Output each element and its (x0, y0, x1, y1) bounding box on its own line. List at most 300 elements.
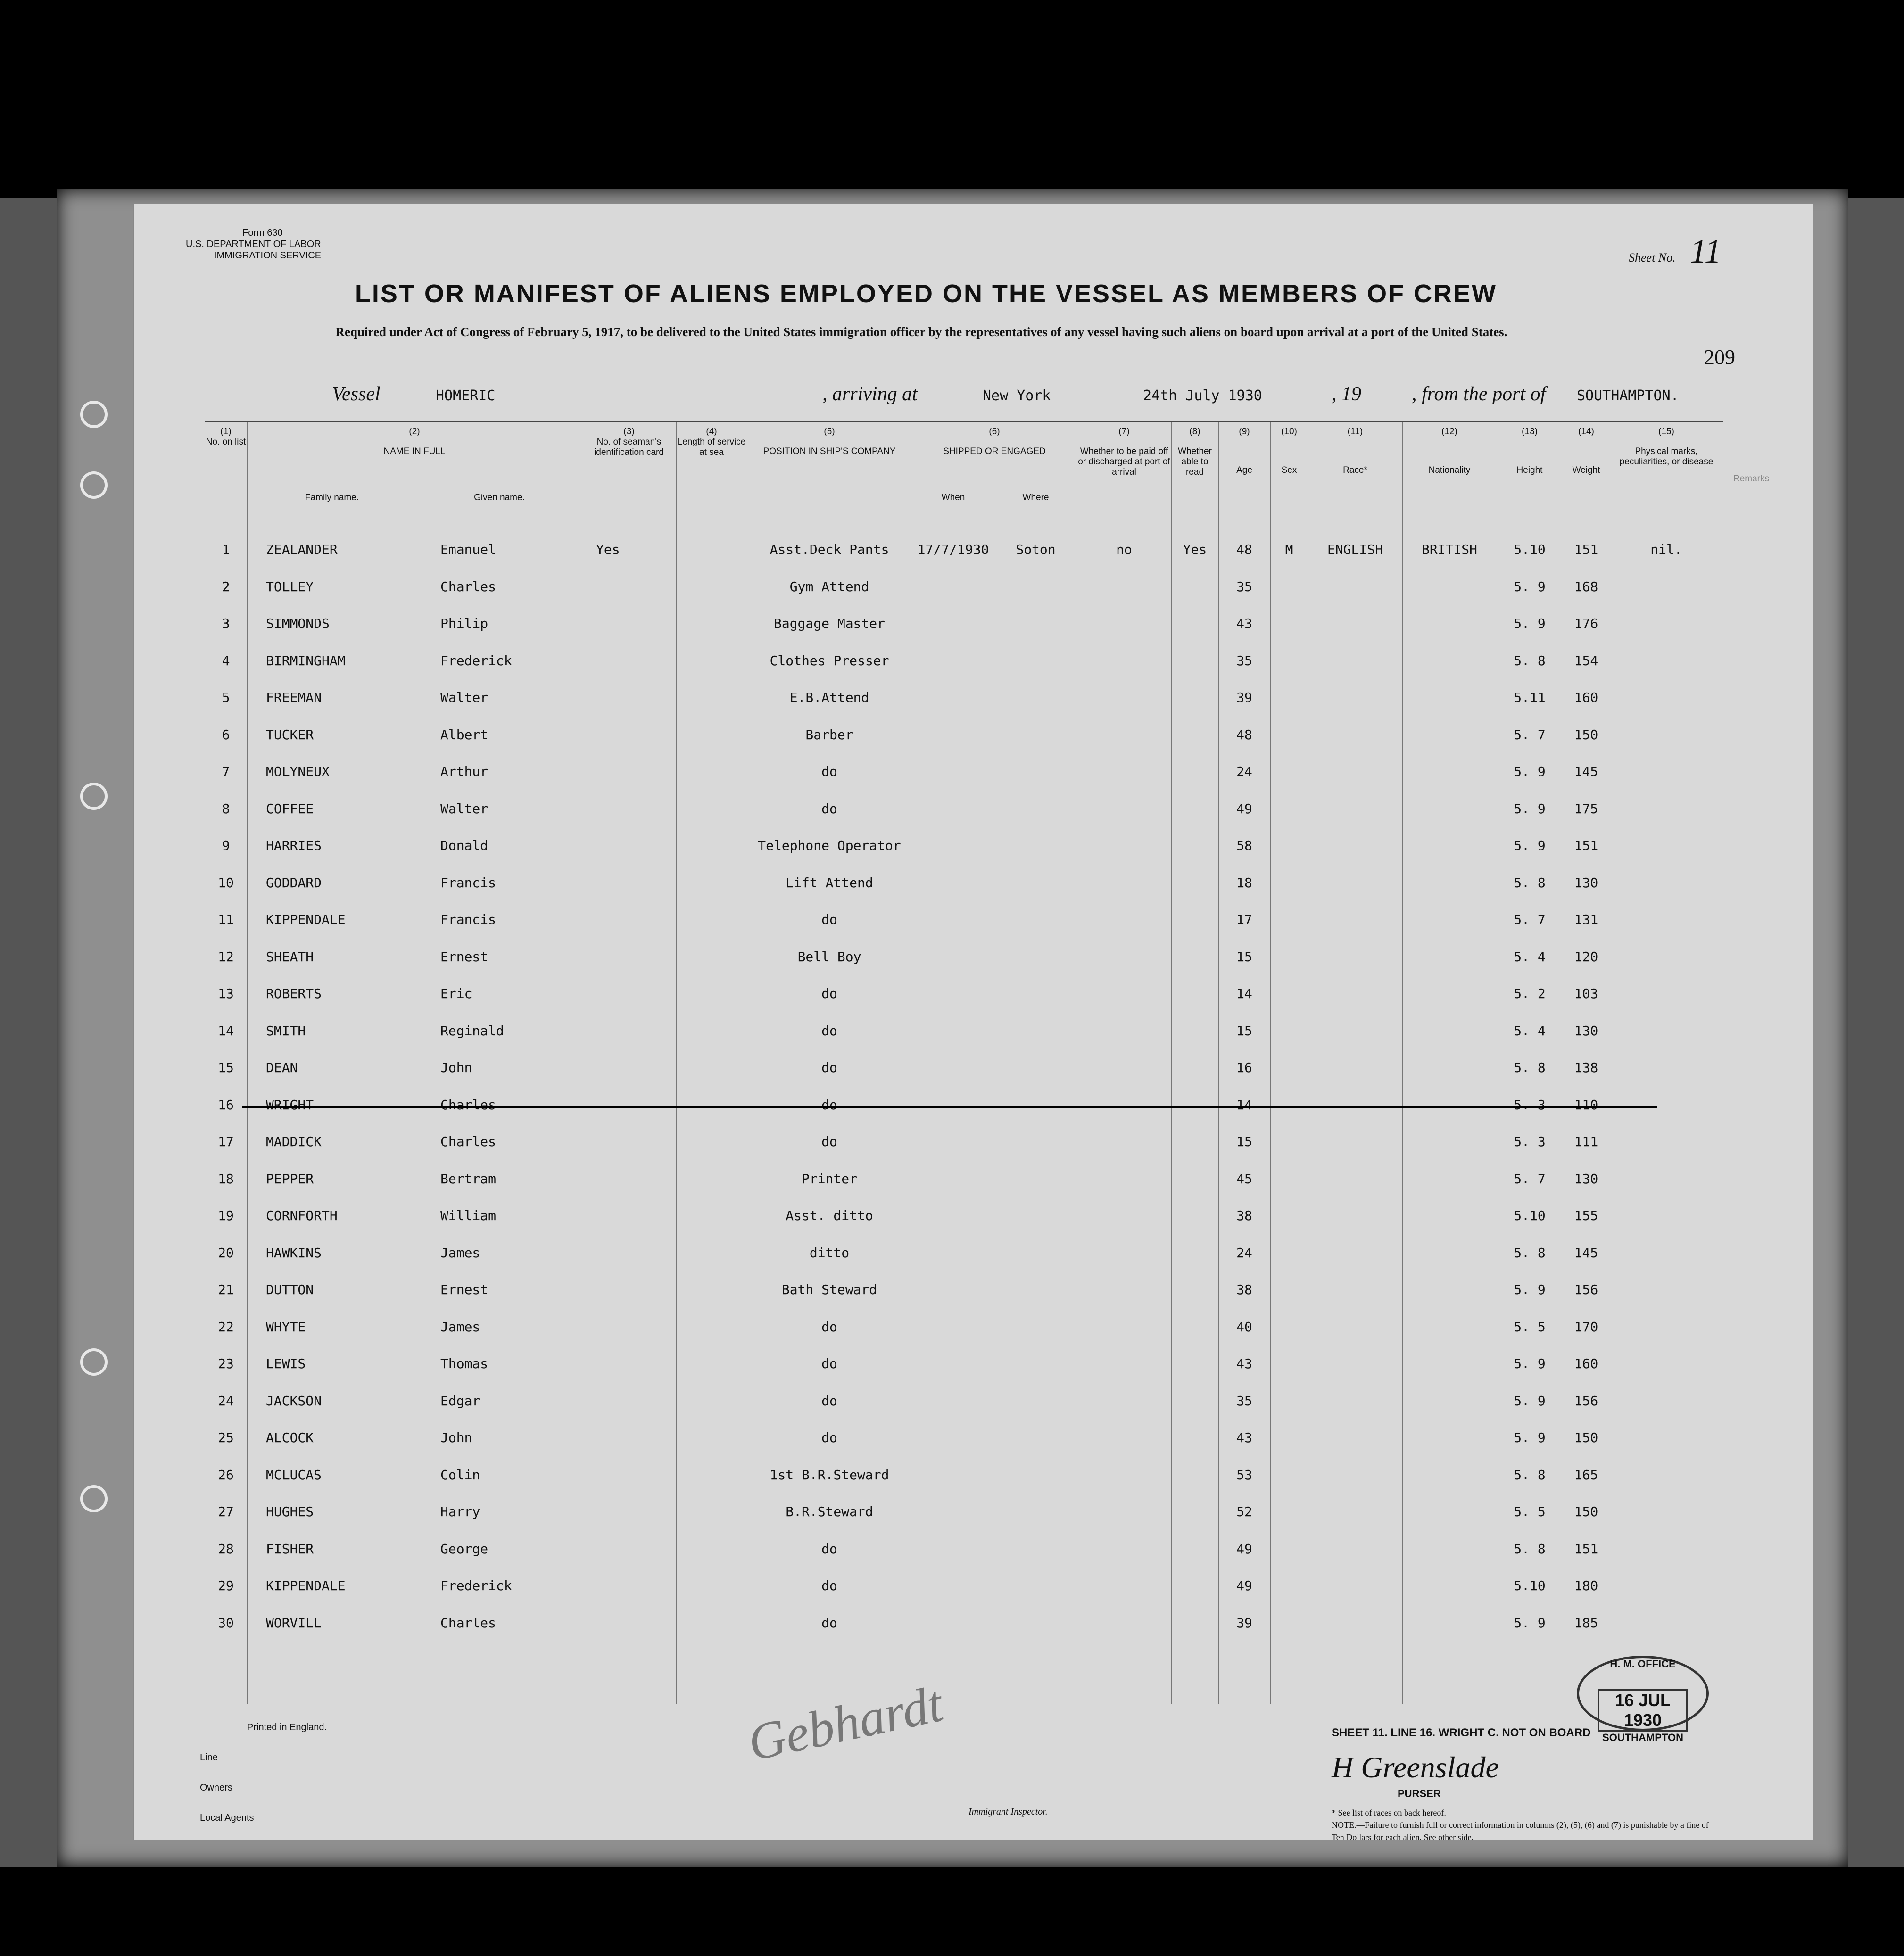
height-cell: 5.10 (1514, 1578, 1546, 1593)
age-cell: 35 (1236, 578, 1252, 594)
family-name-cell: DUTTON (266, 1282, 314, 1297)
stamp-top: H. M. OFFICE (1610, 1658, 1676, 1670)
service: IMMIGRATION SERVICE (214, 250, 322, 261)
height-cell: 5. 9 (1514, 801, 1546, 817)
paid-off-cell: no (1116, 542, 1132, 557)
weight-cell: 150 (1574, 726, 1598, 743)
position-cell: Barber (805, 726, 853, 743)
row-number-cell: 20 (218, 1245, 234, 1261)
header-weight: (14) Weight (1572, 427, 1600, 475)
position-cell: Clothes Presser (770, 652, 889, 669)
family-name-cell: CORNFORTH (266, 1208, 338, 1223)
given-name-cell: Ernest (440, 949, 488, 965)
given-name-cell: Bertram (440, 1171, 497, 1187)
header-family: Family name. (305, 493, 359, 503)
header-name: (2) NAME IN FULL (383, 427, 446, 456)
height-cell: 5. 8 (1514, 652, 1546, 669)
height-cell: 5. 7 (1514, 1171, 1546, 1187)
header-remarks: Remarks (1733, 474, 1769, 484)
printed-note: Printed in England. (247, 1722, 327, 1733)
form-header (186, 227, 321, 261)
row-number-cell: 29 (218, 1578, 234, 1593)
family-name-cell: MADDICK (266, 1134, 322, 1149)
height-cell: 5. 3 (1514, 1097, 1546, 1113)
line-label: Line (200, 1752, 218, 1763)
form-number: Form 630 (242, 228, 283, 238)
age-cell: 14 (1236, 986, 1252, 1001)
table-row (205, 1535, 1723, 1571)
not-on-board-note: SHEET 11. LINE 16. WRIGHT C. NOT ON BOARD (1332, 1726, 1591, 1739)
given-name-cell: Arthur (440, 764, 488, 779)
age-cell: 49 (1236, 801, 1252, 817)
age-cell: 53 (1236, 1467, 1252, 1483)
height-cell: 5.11 (1514, 690, 1546, 705)
table-row (205, 979, 1723, 1016)
sex-cell: M (1285, 542, 1293, 557)
height-cell: 5. 9 (1514, 838, 1546, 853)
age-cell: 16 (1236, 1060, 1252, 1075)
header-race: (11) Race* (1343, 427, 1367, 475)
height-cell: 5. 3 (1514, 1134, 1546, 1149)
weight-cell: 103 (1574, 986, 1598, 1001)
table-row (205, 609, 1723, 646)
table-row (205, 535, 1723, 572)
row-number-cell: 9 (222, 838, 230, 853)
height-cell: 5. 9 (1514, 1393, 1546, 1409)
position-cell: do (821, 1319, 837, 1335)
age-cell: 17 (1236, 912, 1252, 927)
arriving-label: , arriving at (822, 383, 918, 405)
header-idcard: (3) No. of seaman's identification card (594, 427, 664, 457)
page-subtitle: Required under Act of Congress of February 5, 1917, to be delivered to the United States immigration officer by the representatives of any vessel having such aliens on board upon arrival at a port of the United States. (335, 325, 1507, 339)
height-cell: 5. 8 (1514, 1245, 1546, 1261)
page-number: 209 (1704, 346, 1735, 369)
table-row (205, 1423, 1723, 1460)
row-number-cell: 1 (222, 542, 230, 557)
family-name-cell: WRIGHT (266, 1097, 314, 1113)
family-name-cell: SHEATH (266, 949, 314, 965)
header-no: (1) No. on list (206, 427, 246, 447)
row-number-cell: 2 (222, 578, 230, 594)
table-row (205, 794, 1723, 831)
weight-cell: 160 (1574, 1356, 1598, 1371)
position-cell: Printer (801, 1171, 857, 1187)
table-row (205, 1164, 1723, 1201)
age-cell: 39 (1236, 690, 1252, 705)
given-name-cell: Ernest (440, 1282, 488, 1297)
table-row (205, 1016, 1723, 1053)
height-cell: 5.10 (1514, 1208, 1546, 1223)
position-cell: Lift Attend (786, 875, 873, 891)
able-to-read-cell: Yes (1183, 542, 1207, 557)
page-title: LIST OR MANIFEST OF ALIENS EMPLOYED ON THE VESSEL AS MEMBERS OF CREW (355, 280, 1498, 308)
family-name-cell: PEPPER (266, 1171, 314, 1187)
table-row (205, 1349, 1723, 1386)
height-cell: 5. 8 (1514, 875, 1546, 891)
family-name-cell: HARRIES (266, 838, 322, 853)
position-cell: 1st B.R.Steward (770, 1467, 889, 1483)
weight-cell: 170 (1574, 1319, 1598, 1335)
row-number-cell: 11 (218, 912, 234, 927)
stamp-bottom: SOUTHAMPTON (1602, 1732, 1683, 1743)
weight-cell: 168 (1574, 578, 1598, 594)
agents-label: Local Agents (200, 1813, 254, 1823)
family-name-cell: WORVILL (266, 1615, 322, 1631)
row-number-cell: 22 (218, 1319, 234, 1335)
header-marks: (15) Physical marks, peculiarities, or disease (1619, 427, 1714, 467)
given-name-cell: George (440, 1541, 488, 1557)
header-paid: (7) Whether to be paid off or discharged at port of arrival (1078, 427, 1170, 477)
family-name-cell: COFFEE (266, 801, 314, 817)
header-length: (4) Length of service at sea (677, 427, 746, 457)
position-cell: Bell Boy (797, 949, 861, 965)
age-cell: 38 (1236, 1282, 1252, 1297)
row-number-cell: 3 (222, 616, 230, 631)
table-row (205, 1275, 1723, 1312)
table-row (205, 1090, 1723, 1127)
age-cell: 49 (1236, 1578, 1252, 1593)
weight-cell: 160 (1574, 690, 1598, 705)
given-name-cell: Colin (440, 1467, 480, 1483)
table-row (205, 1053, 1723, 1090)
weight-cell: 154 (1574, 652, 1598, 669)
vessel-label: Vessel (332, 383, 381, 405)
binder-hole (80, 471, 108, 499)
departure-port: SOUTHAMPTON. (1577, 388, 1679, 404)
row-number-cell: 27 (218, 1504, 234, 1519)
given-name-cell: Donald (440, 838, 488, 853)
table-row (205, 1387, 1723, 1423)
position-cell: E.B.Attend (789, 690, 869, 705)
manifest-sheet (133, 203, 1813, 1840)
height-cell: 5. 9 (1514, 1282, 1546, 1297)
position-cell: Asst.Deck Pants (770, 542, 889, 557)
family-name-cell: JACKSON (266, 1393, 322, 1409)
header-nationality: (12) Nationality (1428, 427, 1471, 475)
family-name-cell: HAWKINS (266, 1245, 322, 1261)
family-name-cell: KIPPENDALE (266, 1578, 346, 1593)
row-number-cell: 7 (222, 764, 230, 779)
table-row (205, 720, 1723, 757)
family-name-cell: KIPPENDALE (266, 912, 346, 927)
row-number-cell: 4 (222, 652, 230, 669)
header-given: Given name. (474, 493, 525, 503)
age-cell: 18 (1236, 875, 1252, 891)
manifest-table (205, 421, 1769, 1704)
position-cell: Telephone Operator (758, 838, 901, 853)
family-name-cell: LEWIS (266, 1356, 306, 1371)
row-number-cell: 6 (222, 726, 230, 743)
weight-cell: 150 (1574, 1504, 1598, 1519)
family-name-cell: TOLLEY (266, 578, 314, 594)
age-cell: 43 (1236, 1356, 1252, 1371)
header-when: When (941, 493, 965, 503)
family-name-cell: GODDARD (266, 875, 322, 891)
position-cell: do (821, 764, 837, 779)
family-name-cell: HUGHES (266, 1504, 314, 1519)
weight-cell: 180 (1574, 1578, 1598, 1593)
given-name-cell: Edgar (440, 1393, 480, 1409)
family-name-cell: ALCOCK (266, 1430, 314, 1445)
stamp-date: 16 JUL 1930 (1598, 1689, 1688, 1732)
table-row (205, 646, 1723, 683)
given-name-cell: Thomas (440, 1356, 488, 1371)
table-row (205, 1312, 1723, 1349)
weight-cell: 130 (1574, 1171, 1598, 1187)
height-cell: 5. 5 (1514, 1319, 1546, 1335)
position-cell: do (821, 1615, 837, 1631)
weight-cell: 110 (1574, 1097, 1598, 1113)
footnotes (1332, 1807, 1709, 1843)
position-cell: do (821, 1060, 837, 1075)
height-cell: 5. 7 (1514, 912, 1546, 927)
row-number-cell: 12 (218, 949, 234, 965)
position-cell: do (821, 1578, 837, 1593)
binder-hole (80, 1348, 108, 1376)
header-position: (5) POSITION IN SHIP'S COMPANY (763, 427, 896, 456)
family-name-cell: BIRMINGHAM (266, 652, 346, 669)
header-read: (8) Whether able to read (1178, 427, 1212, 477)
weight-cell: 138 (1574, 1060, 1598, 1075)
given-name-cell: Frederick (440, 1578, 512, 1593)
row-number-cell: 28 (218, 1541, 234, 1557)
age-cell: 45 (1236, 1171, 1252, 1187)
header-age: (9) Age (1236, 427, 1252, 475)
family-name-cell: WHYTE (266, 1319, 306, 1335)
table-row (205, 1127, 1723, 1164)
weight-cell: 156 (1574, 1393, 1598, 1409)
age-cell: 15 (1236, 1023, 1252, 1039)
table-row (205, 683, 1723, 720)
family-name-cell: FREEMAN (266, 690, 322, 705)
age-cell: 43 (1236, 616, 1252, 631)
given-name-cell: John (440, 1060, 472, 1075)
position-cell: do (821, 801, 837, 817)
given-name-cell: James (440, 1319, 480, 1335)
age-cell: 49 (1236, 1541, 1252, 1557)
id-card-cell: Yes (596, 542, 620, 557)
age-cell: 48 (1236, 542, 1252, 557)
height-cell: 5. 9 (1514, 578, 1546, 594)
position-cell: ditto (809, 1245, 850, 1261)
age-cell: 40 (1236, 1319, 1252, 1335)
position-cell: do (821, 1097, 837, 1113)
age-cell: 39 (1236, 1615, 1252, 1631)
family-name-cell: DEAN (266, 1060, 298, 1075)
height-cell: 5. 8 (1514, 1060, 1546, 1075)
binder-hole (80, 1485, 108, 1512)
weight-cell: 156 (1574, 1282, 1598, 1297)
position-cell: Asst. ditto (786, 1208, 873, 1223)
weight-cell: 151 (1574, 838, 1598, 853)
inspector-signature: Gebhardt (743, 1674, 948, 1772)
given-name-cell: Emanuel (440, 542, 497, 557)
department: U.S. DEPARTMENT OF LABOR (186, 239, 321, 249)
header-shipped: (6) SHIPPED OR ENGAGED (943, 427, 1046, 456)
header-where: Where (1022, 493, 1049, 503)
penalty-note: NOTE.—Failure to furnish full or correct information in columns (2), (5), (6) and (7) is punishable by a fine of Ten Dollars for each alien. See other side. (1332, 1820, 1709, 1842)
height-cell: 5. 9 (1514, 1356, 1546, 1371)
office-stamp (1577, 1656, 1709, 1743)
binder-hole (80, 783, 108, 810)
age-cell: 24 (1236, 764, 1252, 779)
purser-label: PURSER (1398, 1788, 1441, 1799)
arrival-port: New York (983, 388, 1051, 404)
given-name-cell: Charles (440, 1615, 497, 1631)
position-cell: do (821, 1356, 837, 1371)
table-row (205, 942, 1723, 979)
height-cell: 5. 9 (1514, 764, 1546, 779)
weight-cell: 151 (1574, 1541, 1598, 1557)
family-name-cell: FISHER (266, 1541, 314, 1557)
family-name-cell: SIMMONDS (266, 616, 330, 631)
given-name-cell: Walter (440, 801, 488, 817)
weight-cell: 120 (1574, 949, 1598, 965)
weight-cell: 185 (1574, 1615, 1598, 1631)
weight-cell: 130 (1574, 875, 1598, 891)
table-row (205, 831, 1723, 868)
height-cell: 5. 7 (1514, 726, 1546, 743)
family-name-cell: TUCKER (266, 726, 314, 743)
height-cell: 5. 2 (1514, 986, 1546, 1001)
races-note: * See list of races on back hereof. (1332, 1808, 1446, 1817)
height-cell: 5. 9 (1514, 1615, 1546, 1631)
height-cell: 5. 4 (1514, 1023, 1546, 1039)
height-cell: 5. 5 (1514, 1504, 1546, 1519)
given-name-cell: William (440, 1208, 497, 1223)
row-number-cell: 17 (218, 1134, 234, 1149)
height-cell: 5. 8 (1514, 1467, 1546, 1483)
row-number-cell: 14 (218, 1023, 234, 1039)
given-name-cell: Francis (440, 912, 497, 927)
given-name-cell: Charles (440, 1097, 497, 1113)
given-name-cell: Francis (440, 875, 497, 891)
weight-cell: 145 (1574, 1245, 1598, 1261)
row-number-cell: 23 (218, 1356, 234, 1371)
age-cell: 35 (1236, 652, 1252, 669)
row-number-cell: 25 (218, 1430, 234, 1445)
position-cell: do (821, 1541, 837, 1557)
height-cell: 5.10 (1514, 542, 1546, 557)
from-label: , from the port of (1412, 383, 1546, 405)
sheet-number: 11 (1690, 232, 1722, 270)
year-label: , 19 (1332, 383, 1361, 405)
row-number-cell: 24 (218, 1393, 234, 1409)
age-cell: 15 (1236, 1134, 1252, 1149)
row-number-cell: 30 (218, 1615, 234, 1631)
family-name-cell: MOLYNEUX (266, 764, 330, 779)
family-name-cell: ZEALANDER (266, 542, 338, 557)
family-name-cell: MCLUCAS (266, 1467, 322, 1483)
row-number-cell: 10 (218, 875, 234, 891)
shipped-when-cell: 17/7/1930 (917, 542, 989, 557)
weight-cell: 175 (1574, 801, 1598, 817)
age-cell: 48 (1236, 726, 1252, 743)
shipped-where-cell: Soton (1016, 542, 1056, 557)
header-sex: (10) Sex (1281, 427, 1297, 475)
given-name-cell: Reginald (440, 1023, 504, 1039)
age-cell: 38 (1236, 1208, 1252, 1223)
table-row (205, 572, 1723, 609)
table-row (205, 868, 1723, 905)
table-row (205, 1571, 1723, 1608)
row-number-cell: 15 (218, 1060, 234, 1075)
given-name-cell: Eric (440, 986, 472, 1001)
weight-cell: 176 (1574, 616, 1598, 631)
row-number-cell: 13 (218, 986, 234, 1001)
position-cell: Bath Steward (781, 1282, 877, 1297)
weight-cell: 130 (1574, 1023, 1598, 1039)
family-name-cell: ROBERTS (266, 986, 322, 1001)
position-cell: Gym Attend (789, 578, 869, 594)
age-cell: 43 (1236, 1430, 1252, 1445)
position-cell: Baggage Master (773, 616, 885, 631)
given-name-cell: Frederick (440, 652, 512, 669)
table-row (205, 1461, 1723, 1497)
weight-cell: 165 (1574, 1467, 1598, 1483)
table-row (205, 757, 1723, 794)
given-name-cell: Walter (440, 690, 488, 705)
family-name-cell: SMITH (266, 1023, 306, 1039)
table-row (205, 1238, 1723, 1275)
position-cell: do (821, 1134, 837, 1149)
table-row (205, 1497, 1723, 1534)
row-number-cell: 5 (222, 690, 230, 705)
vessel-name: HOMERIC (436, 388, 496, 404)
position-cell: do (821, 1023, 837, 1039)
purser-signature: H Greenslade (1332, 1750, 1499, 1784)
inspector-label: Immigrant Inspector. (969, 1807, 1048, 1817)
header-height: (13) Height (1516, 427, 1543, 475)
position-cell: do (821, 912, 837, 927)
nationality-cell: BRITISH (1421, 542, 1477, 557)
owners-label: Owners (200, 1783, 232, 1793)
row-number-cell: 21 (218, 1282, 234, 1297)
height-cell: 5. 4 (1514, 949, 1546, 965)
table-row (205, 1201, 1723, 1238)
arrival-date: 24th July 1930 (1143, 388, 1262, 404)
height-cell: 5. 9 (1514, 1430, 1546, 1445)
given-name-cell: John (440, 1430, 472, 1445)
given-name-cell: Harry (440, 1504, 480, 1519)
weight-cell: 151 (1574, 542, 1598, 557)
position-cell: do (821, 1430, 837, 1445)
age-cell: 24 (1236, 1245, 1252, 1261)
given-name-cell: James (440, 1245, 480, 1261)
binder-hole (80, 401, 108, 428)
sheet-number-label: Sheet No. (1629, 251, 1676, 264)
age-cell: 52 (1236, 1504, 1252, 1519)
row-number-cell: 16 (218, 1097, 234, 1113)
age-cell: 35 (1236, 1393, 1252, 1409)
weight-cell: 150 (1574, 1430, 1598, 1445)
given-name-cell: Albert (440, 726, 488, 743)
row-number-cell: 8 (222, 801, 230, 817)
age-cell: 14 (1236, 1097, 1252, 1113)
weight-cell: 131 (1574, 912, 1598, 927)
race-cell: ENGLISH (1327, 542, 1383, 557)
age-cell: 15 (1236, 949, 1252, 965)
position-cell: B.R.Steward (786, 1504, 873, 1519)
given-name-cell: Charles (440, 1134, 497, 1149)
physical-marks-cell: nil. (1650, 542, 1682, 557)
given-name-cell: Philip (440, 616, 488, 631)
given-name-cell: Charles (440, 578, 497, 594)
position-cell: do (821, 986, 837, 1001)
strike-through-line (242, 1106, 1657, 1108)
weight-cell: 145 (1574, 764, 1598, 779)
weight-cell: 155 (1574, 1208, 1598, 1223)
